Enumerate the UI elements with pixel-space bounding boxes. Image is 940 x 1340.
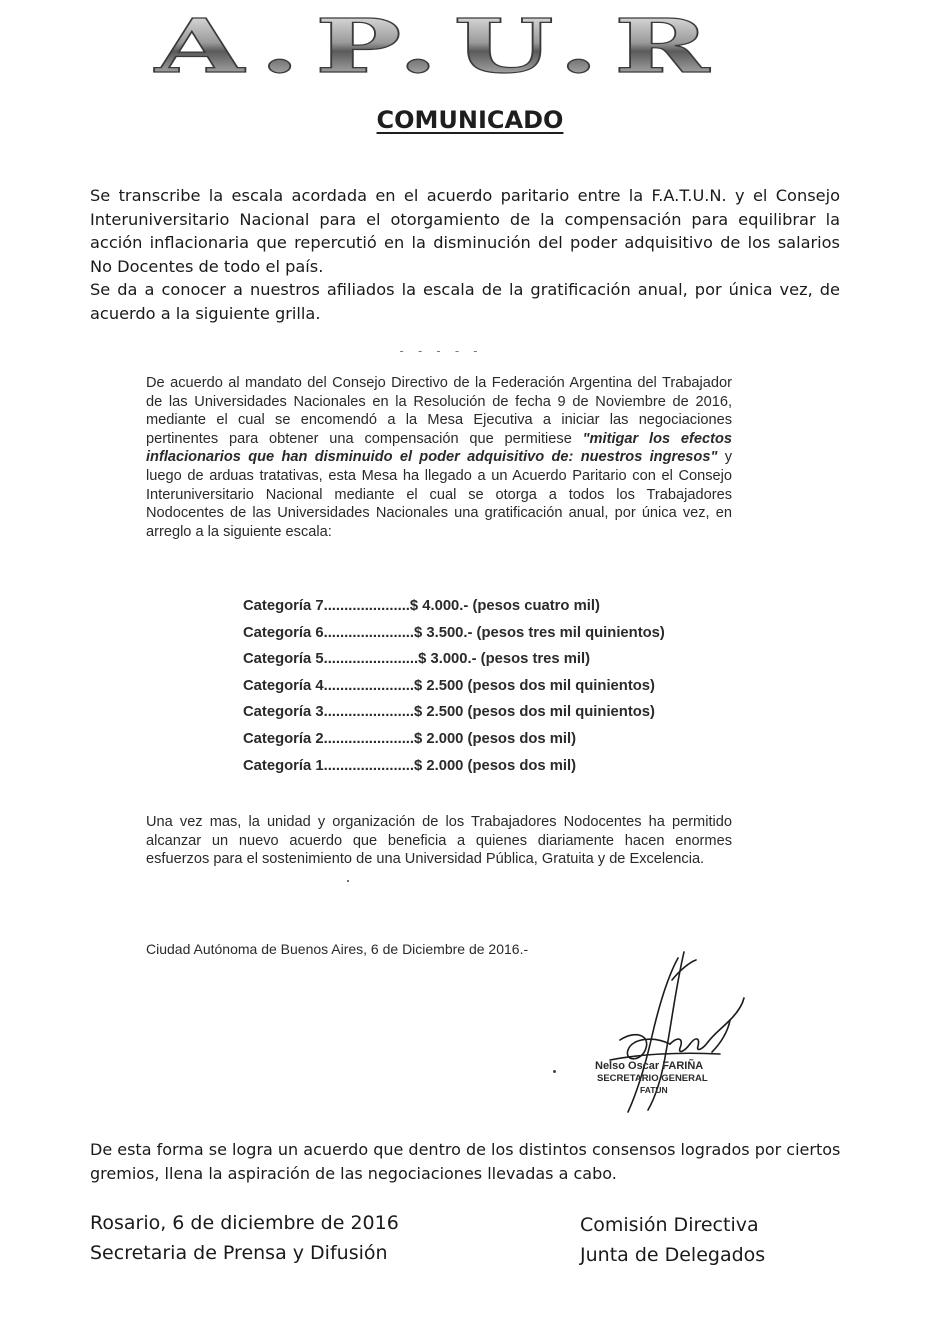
intro-paragraph-1: Se transcribe la escala acordada en el acuerdo paritario entre la F.A.T.U.N. y el Consejo Interuniversitario Nacional para el otorgamiento de la compensación para equilibrar la acción inflacionaria que repercutió en la disminución del poder adquisitivo de los salarios No Docentes de todo el país. [90, 186, 840, 276]
title-text: COMUNICADO [376, 106, 564, 134]
intro-section [90, 184, 840, 325]
scale-row-categoria-7: Categoría 7.....................$ 4.000.- (pesos cuatro mil) [243, 598, 600, 614]
apur-logo [150, 8, 730, 80]
intro-paragraph-2: Se da a conocer a nuestros afiliados la escala de la gratificación anual, por única vez, de acuerdo a la siguiente grilla. [90, 280, 840, 323]
inset-place-date: Ciudad Autónoma de Buenos Aires, 6 de Diciembre de 2016.- [146, 941, 529, 957]
footer-right [580, 1210, 765, 1270]
footer-comision-directiva: Comisión Directiva [580, 1214, 759, 1236]
scale-row-categoria-2: Categoría 2......................$ 2.000 (pesos dos mil) [243, 730, 577, 747]
inset-text-after: y luego de arduas tratativas, esta Mesa ha llegado a un Acuerdo Paritario con el Consejo Interuniversitario Nacional mediante el cual se otorga a todos los Trabajadores Nodocentes de las Universidades Nacionales una gratificación anual, por única vez, en arreglo a la siguiente escala: [146, 449, 732, 540]
inset-announcement [146, 374, 732, 541]
footer-left [90, 1208, 399, 1268]
scale-row-categoria-1: Categoría 1......................$ 2.000 (pesos dos mil) [243, 757, 577, 774]
inset-closing [146, 813, 732, 869]
inset-text-before: De acuerdo al mandato del Consejo Directivo de la Federación Argentina del Trabajador de las Universidades Nacionales en la Resolución de fecha 9 de Noviembre de 2016, mediante el cual se encomendó a la Mesa Ejecutiva a iniciar las negociaciones pertinentes para obtener una compensación que permitiese [146, 375, 732, 447]
footer-date: Rosario, 6 de diciembre de 2016 [90, 1212, 399, 1234]
handwritten-signature [580, 940, 760, 1120]
scale-row-categoria-6: Categoría 6......................$ 3.500.- (pesos tres mil quinientos) [243, 624, 665, 641]
scan-artifact: - - - - - [398, 344, 482, 358]
scan-speck [553, 1070, 556, 1073]
signatory-org: FATUN [640, 1085, 668, 1095]
inset-quote: "mitigar los efectos inflacionarios que han disminuido el poder adquisitivo de: nuestros ingresos" [146, 430, 732, 466]
footer-department: Secretaria de Prensa y Difusión [90, 1242, 388, 1264]
scale-row-categoria-4: Categoría 4......................$ 2.500 (pesos dos mil quinientos) [243, 677, 655, 694]
scale-row-categoria-5: Categoría 5.......................$ 3.000.- (pesos tres mil) [243, 651, 591, 668]
logo-text: A.P.U.R [153, 8, 726, 80]
scale-row-categoria-3: Categoría 3......................$ 2.500 (pesos dos mil quinientos) [243, 704, 655, 721]
category-scale [243, 597, 665, 783]
scan-speck [347, 880, 349, 882]
signatory-role: SECRETARIO GENERAL [597, 1073, 708, 1084]
signatory-name: Nelso Oscar FARIÑA [595, 1060, 704, 1072]
page-title [0, 106, 940, 134]
inset-paragraph [146, 374, 732, 541]
closing-paragraph: De esta forma se logra un acuerdo que dentro de los distintos consensos logrados por ciertos gremios, llena la aspiración de las negociaciones llevadas a cabo. [90, 1140, 841, 1183]
inset-closing-paragraph: Una vez mas, la unidad y organización de los Trabajadores Nodocentes ha permitido alcanzar un nuevo acuerdo que beneficia a quienes diariamente hacen enormes esfuerzos para el sostenimiento de una Universidad Pública, Gratuita y de Excelencia. [146, 814, 732, 868]
footer-junta-delegados: Junta de Delegados [580, 1244, 766, 1266]
